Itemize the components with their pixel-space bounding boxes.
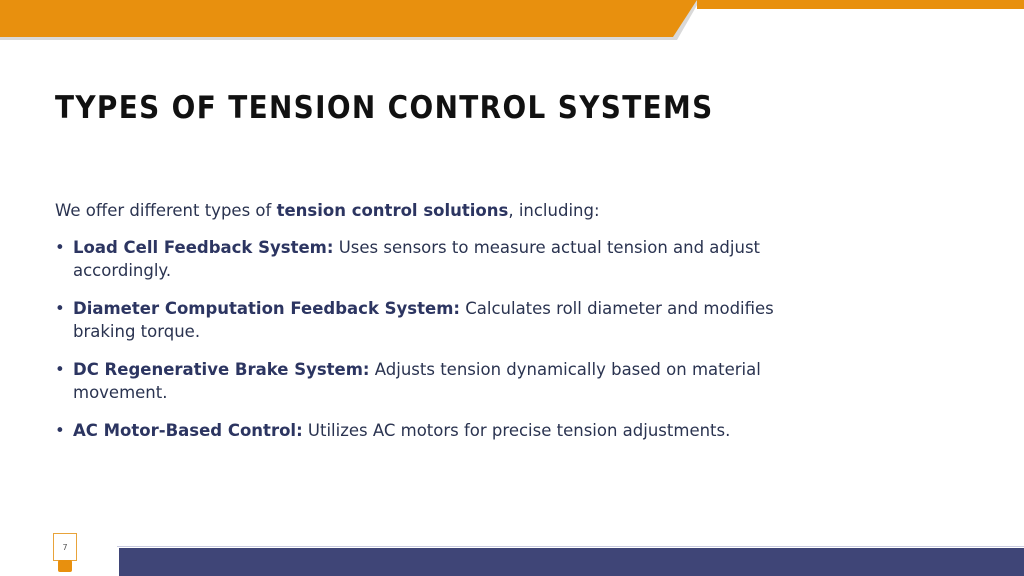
- bullet-dot-icon: •: [55, 238, 65, 257]
- header-accent-thin-line: [697, 0, 1024, 9]
- bullet-text: Uses sensors to measure actual tension and adjust accordingly.: [73, 238, 761, 280]
- header-accent-orange: [0, 0, 697, 37]
- intro-prefix: We offer different types of: [55, 201, 277, 220]
- list-item: [55, 358, 785, 404]
- slide-title: TYPES OF TENSION CONTROL SYSTEMS: [55, 90, 714, 126]
- intro-suffix: , including:: [508, 201, 600, 220]
- page-number: 7: [53, 533, 77, 561]
- bullet-dot-icon: •: [55, 360, 65, 379]
- header-accent-bar: [0, 0, 1024, 40]
- bullet-text: Utilizes AC motors for precise tension adjustments.: [302, 421, 731, 440]
- bullet-text: Adjusts tension dynamically based on material movement.: [73, 360, 761, 402]
- bullet-term: DC Regenerative Brake System:: [73, 360, 370, 379]
- bullet-term: Load Cell Feedback System:: [73, 238, 334, 257]
- bullet-term: Diameter Computation Feedback System:: [73, 299, 460, 318]
- slide-body: [55, 199, 785, 457]
- footer-bar-outline: [117, 546, 1024, 547]
- bullet-dot-icon: •: [55, 421, 65, 440]
- list-item: [55, 419, 785, 442]
- bullet-term: AC Motor-Based Control:: [73, 421, 303, 440]
- footer-bar: [119, 548, 1024, 576]
- intro-bold: tension control solutions: [276, 201, 509, 220]
- bullet-dot-icon: •: [55, 299, 65, 318]
- bullet-list: [55, 236, 785, 442]
- page-number-tab: [58, 560, 72, 572]
- bullet-text: Calculates roll diameter and modifies braking torque.: [73, 299, 774, 341]
- list-item: [55, 297, 785, 343]
- list-item: [55, 236, 785, 282]
- intro-paragraph: [55, 199, 785, 222]
